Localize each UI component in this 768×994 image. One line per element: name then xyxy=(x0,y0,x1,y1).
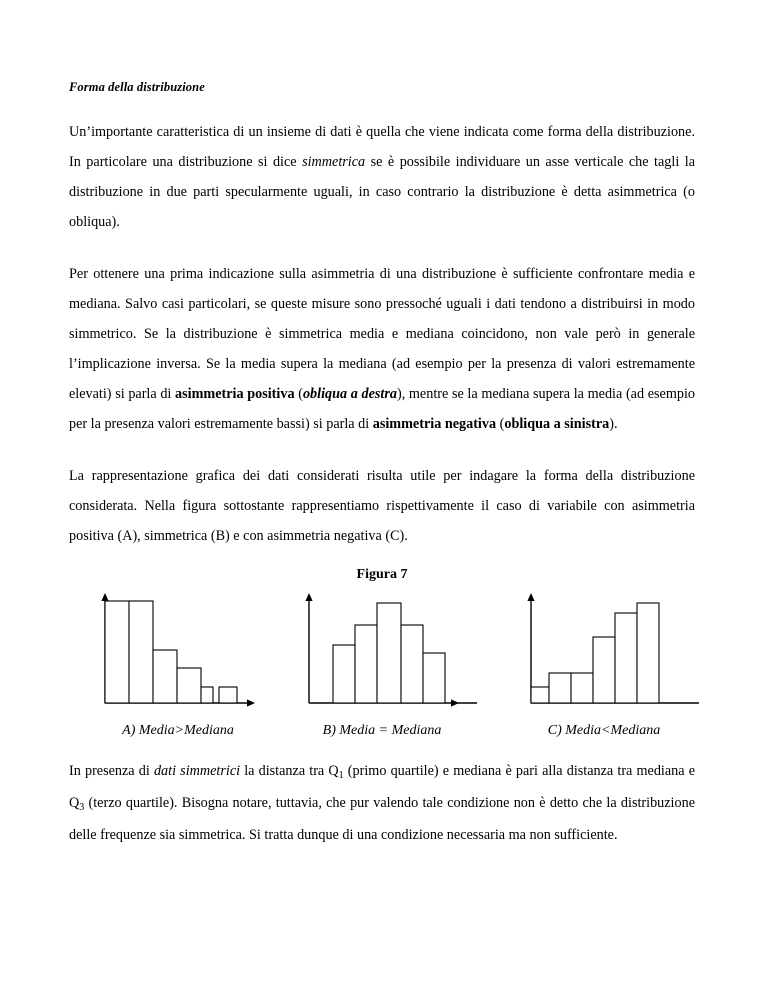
paragraph-4-italic: dati simmetrici xyxy=(153,763,241,779)
paragraph-2-mid: ( xyxy=(294,386,303,402)
paragraph-graphs-intro: La rappresentazione grafica dei dati considerati risulta utile per indagare la forma della distribuzione considerata. Nella figura sottostante rappresentiamo rispettivamente il caso di variabile con asimmetria positiva (A), simmetrica (B) e con asimmetria negativa (C). xyxy=(69,468,695,544)
chart-a-svg xyxy=(83,591,273,721)
chart-negative-skew xyxy=(509,591,699,738)
paragraph-2-text-a: Per ottenere una prima indicazione sulla asimmetria di una distribuzione è sufficiente confrontare media e mediana. Salvo casi particolari, se queste misure sono pressoché uguali i dati tendono a distribuirsi in modo simmetrico. Se la distribuzione è simmetrica media e mediana coincidono, non vale però in generale l’implicazione inversa. Se la media supera la mediana (ad esempio per la presenza di valori estremamente elevati) si parla di xyxy=(69,266,695,402)
paragraph-2-text-d: ( xyxy=(496,416,505,432)
paragraph-quartiles xyxy=(69,756,695,850)
quartile-1-subscript: 1 xyxy=(338,770,344,781)
chart-b-svg xyxy=(287,591,477,721)
section-heading: Forma della distribuzione xyxy=(69,80,205,94)
paragraph-2-text-e: ). xyxy=(609,416,618,432)
paragraph-4-text-b: la distanza tra Q xyxy=(240,763,339,779)
paragraph-1-text-b: se è possibile individuare un asse verticale che tagli la distribuzione in due parti specularmente uguali, in caso contrario la distribuzione è detta asimmetrica (o obliqua). xyxy=(69,154,695,230)
chart-positive-skew xyxy=(83,591,273,738)
document-content xyxy=(69,80,695,872)
paragraph-2-bold-positive: asimmetria positiva xyxy=(175,386,295,402)
paragraph-4-text-d: (terzo quartile). Bisogna notare, tuttavia, che pur valendo tale condizione non è detto che la distribuzione delle frequenze sia simmetrica. Si tratta dunque di una condizione necessaria ma non sufficiente. xyxy=(69,795,695,843)
paragraph-4-text-c: (primo quartile) e mediana è pari alla distanza tra mediana e Q xyxy=(69,763,696,811)
chart-c-caption: C) Media<Mediana xyxy=(547,723,661,738)
paragraph-2-text-c: ), mentre se la mediana supera la media (ad esempio per la presenza valori estremamente bassi) si parla di xyxy=(69,386,695,432)
paragraph-asymmetry xyxy=(69,259,695,439)
chart-a-caption: A) Media>Mediana xyxy=(122,723,234,738)
paragraph-2-bold-negative: asimmetria negativa xyxy=(372,416,497,432)
paragraph-2-bolditalic-right: obliqua a destra xyxy=(302,386,397,402)
paragraph-4-text-a: In presenza di xyxy=(69,763,154,779)
figure-charts xyxy=(69,591,695,756)
paragraph-definition xyxy=(69,117,695,237)
chart-symmetric xyxy=(287,591,477,738)
chart-c-svg xyxy=(509,591,699,721)
paragraph-1-text-a: Un’importante caratteristica di un insieme di dati è quella che viene indicata come forma della distribuzione. In particolare una distribuzione si dice xyxy=(69,124,695,170)
figure-title: Figura 7 xyxy=(356,567,408,582)
paragraph-2-bold-left: obliqua a sinistra xyxy=(504,416,610,432)
paragraph-1-italic: simmetrica xyxy=(302,154,366,170)
chart-b-caption: B) Media = Mediana xyxy=(322,723,442,738)
quartile-3-subscript: 3 xyxy=(79,802,85,813)
